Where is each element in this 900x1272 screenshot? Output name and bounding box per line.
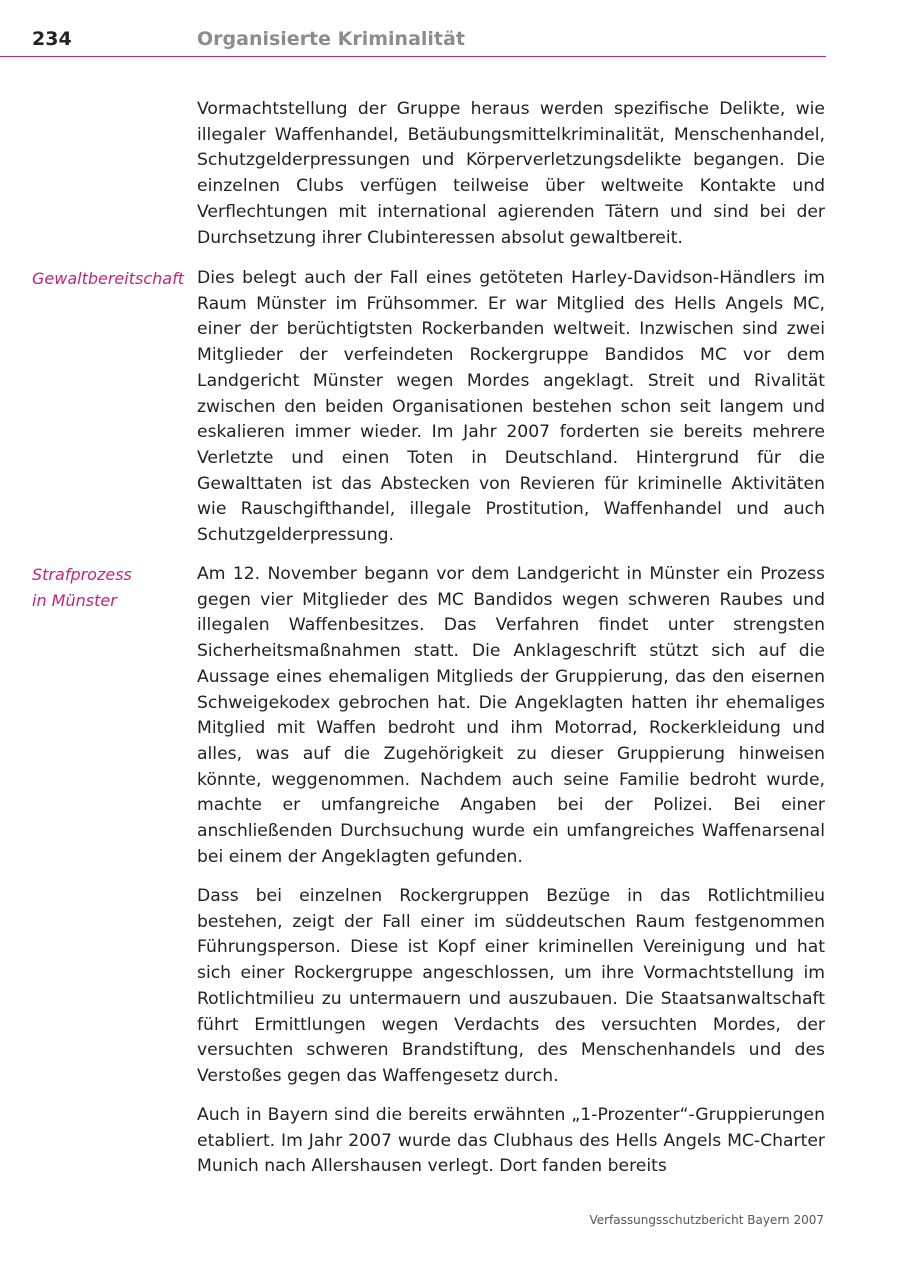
page-header — [0, 0, 900, 60]
paragraph-4: Dass bei einzelnen Rockergruppen Bezüge in das Rotlichtmilieu bestehen, zeigt der Fall einer im süddeutschen Raum festgenommen Führungsperson. Diese ist Kopf einer kriminellen Vereinigung und hat sich einer Rockergruppe angeschlossen, um ihre Vormachtstellung im Rotlichtmilieu zu untermauern und auszubauen. Die Staatsanwaltschaft führt Ermittlungen wegen Verdachts des versuchten Mordes, der versuchten schweren Brandstiftung, des Menschenhandels und des Verstoßes gegen das Waffengesetz durch. — [197, 886, 825, 1086]
footer-text: Verfassungsschutzbericht Bayern 2007 — [589, 1213, 824, 1227]
page-number: 234 — [32, 28, 72, 50]
paragraph-3: Am 12. November begann vor dem Landgericht in Münster ein Prozess gegen vier Mitglieder des MC Bandidos wegen schweren Raubes und illegalen Waffenbesitzes. Das Verfahren findet unter strengsten Sicherheitsmaßnahmen statt. Die Anklageschrift stützt sich auf die Aussage eines ehemaligen Mitglieds der Gruppierung, das den eisernen Schweigekodex gebrochen hat. Die Angeklagten hatten ihr ehemaliges Mitglied mit Waffen bedroht und ihm Motorrad, Rockerkleidung und alles, was auf die Zugehörigkeit zu dieser Gruppierung hinweisen könnte, weggenommen. Nachdem auch seine Familie bedroht wurde, machte er umfangreiche Angaben bei der Polizei. Bei einer anschließenden Durchsuchung wurde ein umfangreiches Waffenarsenal bei einem der Angeklagten gefunden. — [197, 564, 825, 867]
running-title: Organisierte Kriminalität — [197, 28, 465, 50]
marginal-note-gewaltbereitschaft: Gewaltbereitschaft — [32, 269, 184, 288]
paragraph-2: Dies belegt auch der Fall eines getöteten Harley-Davidson-Händlers im Raum Münster im Frühsommer. Er war Mitglied des Hells Angels MC, einer der berüchtigtsten Rockerbanden weltweit. Inzwischen sind zwei Mitglieder der verfeindeten Rockergruppe Bandidos MC vor dem Landgericht Münster wegen Mordes angeklagt. Streit und Rivalität zwischen den beiden Organisationen bestehen schon seit langem und eskalieren immer wieder. Im Jahr 2007 forderten sie bereits mehrere Verletzte und einen Toten in Deutschland. Hintergrund für die Gewalttaten ist das Abstecken von Revieren für kriminelle Aktivitäten wie Rauschgifthandel, illegale Prostitution, Waffenhandel und auch Schutzgelderpressung. — [197, 268, 825, 546]
paragraph-1: Vormachtstellung der Gruppe heraus werden spezifische Delikte, wie illegaler Waffenhandel, Betäubungsmittelkriminalität, Menschenhandel, Schutzgelderpressungen und Körperverletzungsdelikte begangen. Die einzelnen Clubs verfügen teilweise über weltweite Kontakte und Verflechtungen mit international agierenden Tätern und sind bei der Durchsetzung ihrer Clubinteressen absolut gewaltbereit. — [197, 99, 825, 248]
marginal-note-strafprozess: Strafprozess in Münster — [32, 565, 132, 610]
header-rule — [0, 56, 826, 57]
paragraph-5: Auch in Bayern sind die bereits erwähnten „1-Prozenter“-Gruppierungen etabliert. Im Jahr 2007 wurde das Clubhaus des Hells Angels MC-Charter Munich nach Allershausen verlegt. Dort fanden bereits — [197, 1105, 825, 1177]
